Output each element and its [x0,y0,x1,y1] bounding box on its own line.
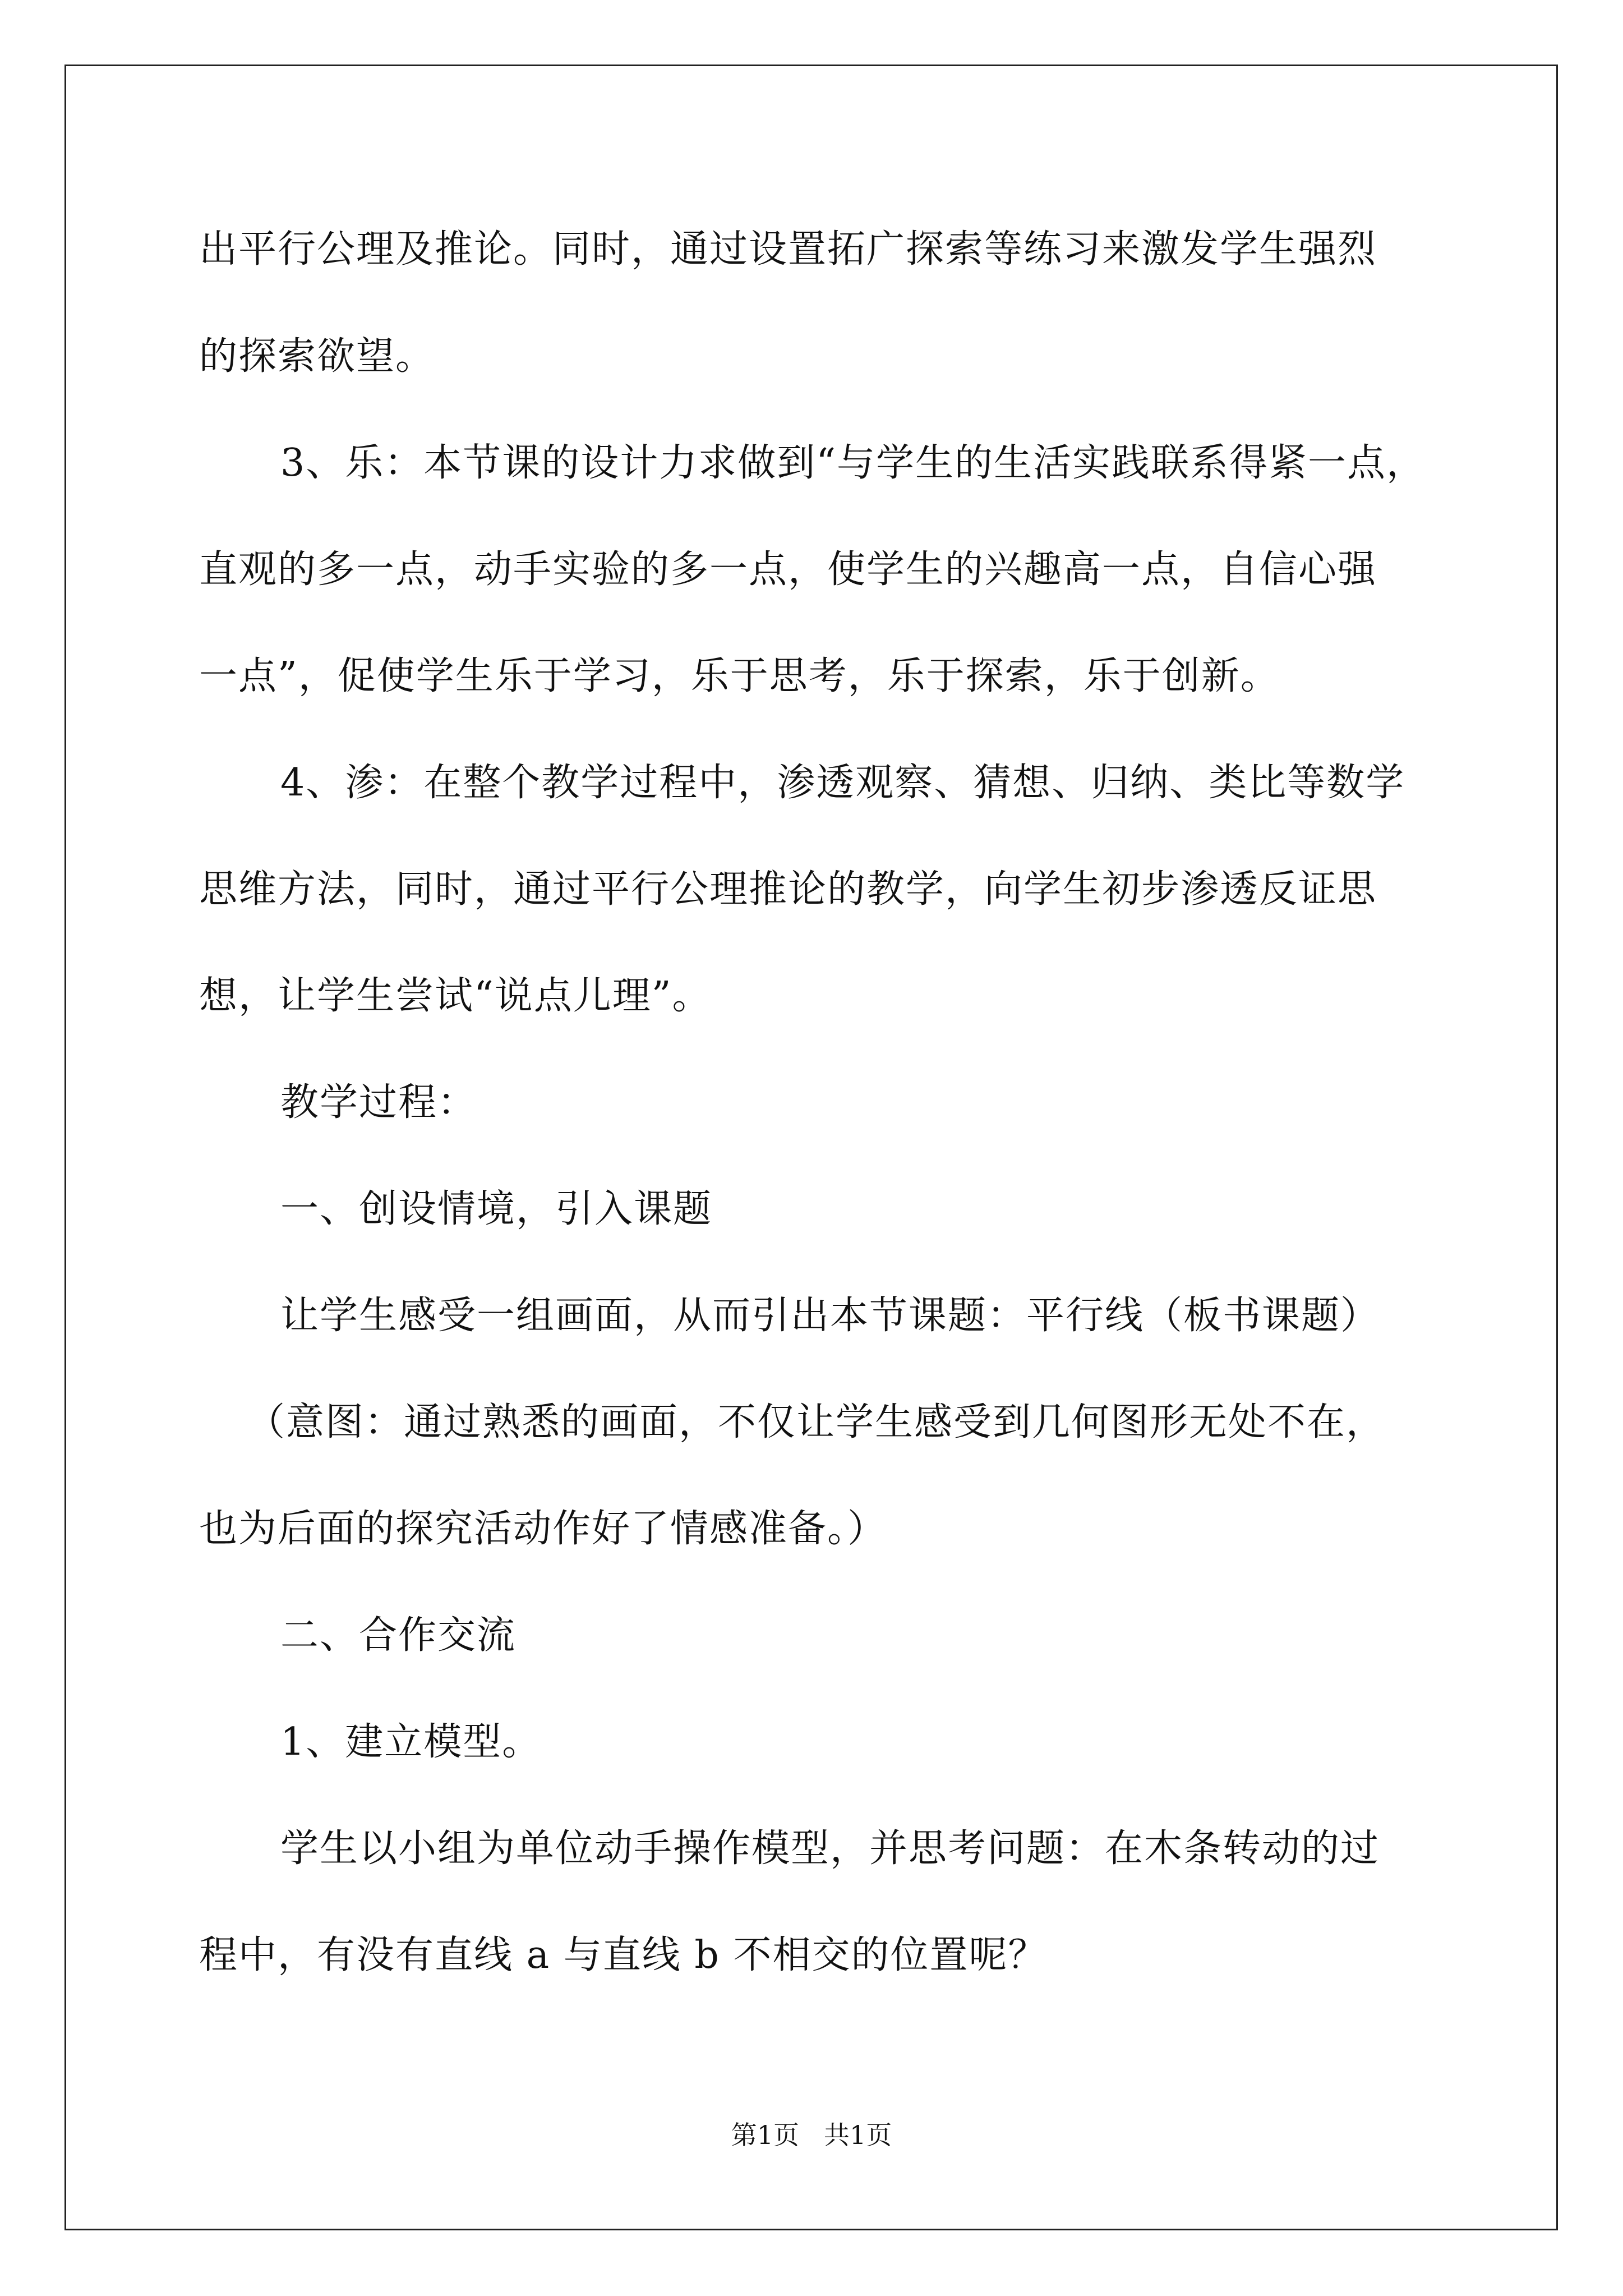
paragraph-line: 直观的多一点，动手实验的多一点，使学生的兴趣高一点，自信心强 [199,547,1377,592]
paragraph-line: 思维方法，同时，通过平行公理推论的教学，向学生初步渗透反证思 [199,867,1377,912]
page-total: 共1页 [824,2120,892,2150]
paragraph-line: （意图：通过熟悉的画面，不仅让学生感受到几何图形无处不在， [247,1400,1386,1444]
paragraph-line: 4、渗：在整个教学过程中，渗透观察、猜想、归纳、类比等数学 [280,761,1405,805]
paragraph-line: 想，让学生尝试“说点儿理”。 [199,974,712,1018]
paragraph-line: 让学生感受一组画面，从而引出本节课题：平行线（板书课题） [280,1294,1380,1338]
page-footer [0,2119,1623,2151]
paragraph-line: 也为后面的探究活动作好了情感准备。） [199,1507,887,1551]
page-number: 第1页 [731,2120,799,2150]
paragraph-line: 一点”，促使学生乐于学习，乐于思考，乐于探索，乐于创新。 [199,654,1280,698]
paragraph-line: 程中，有没有直线 a 与直线 b 不相交的位置呢？ [199,1933,1048,1977]
section-heading: 一、创设情境，引入课题 [280,1187,713,1231]
paragraph-line: 出平行公理及推论。同时，通过设置拓广探索等练习来激发学生强烈 [199,227,1377,272]
subsection-heading: 1、建立模型。 [280,1720,542,1764]
paragraph-line: 的探索欲望。 [199,334,435,379]
page-border [64,65,1558,2230]
section-heading: 二、合作交流 [280,1613,517,1658]
section-label: 教学过程： [280,1080,477,1125]
paragraph-line: 学生以小组为单位动手操作模型，并思考问题：在木条转动的过 [280,1826,1380,1871]
paragraph-line: 3、乐：本节课的设计力求做到“与学生的生活实践联系得紧一点， [280,441,1426,485]
